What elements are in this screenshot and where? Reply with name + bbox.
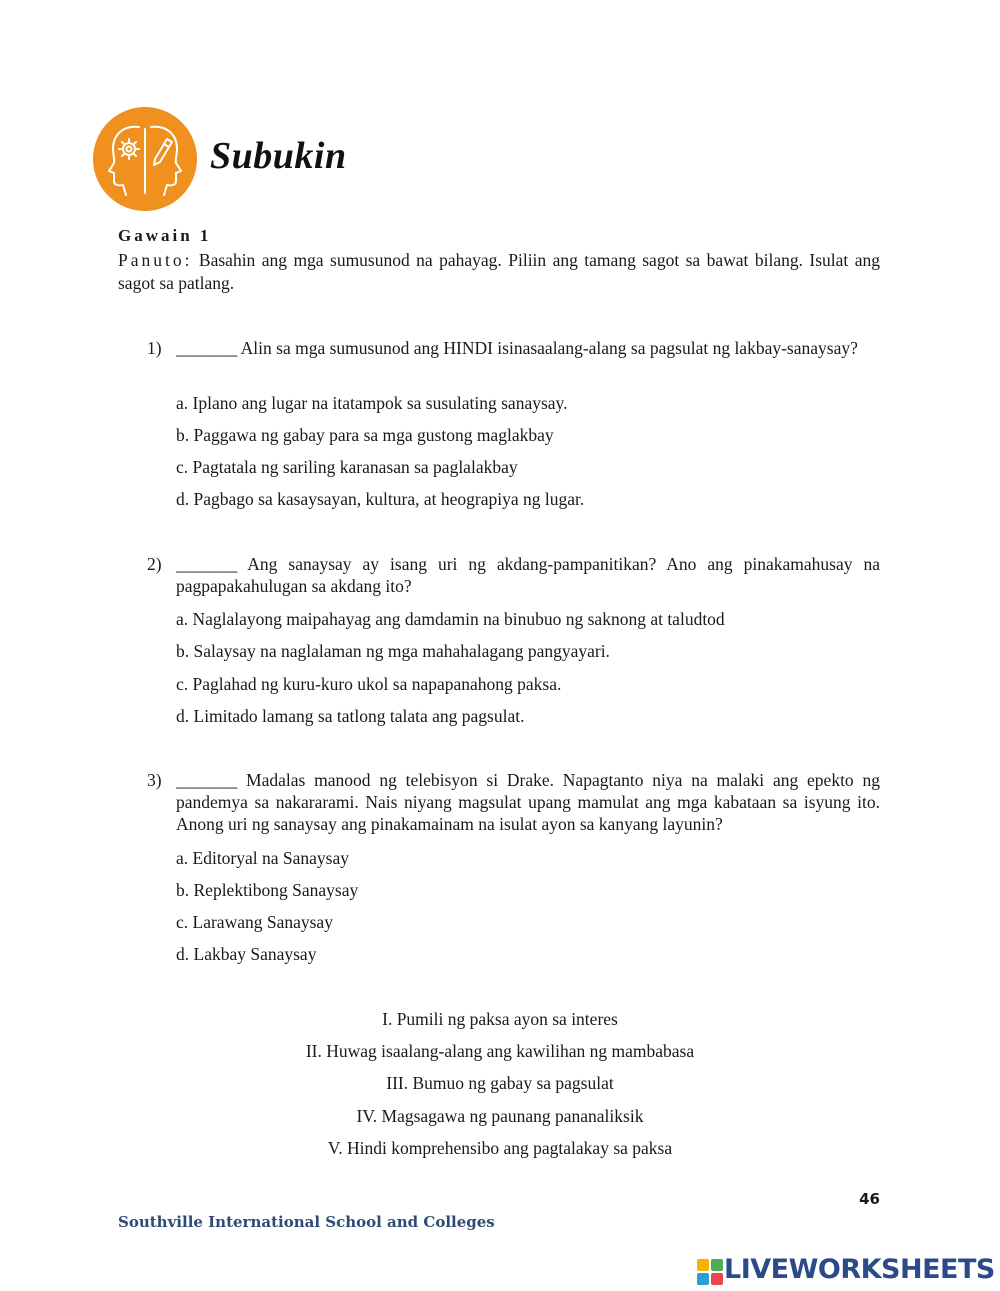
instructions-label: Panuto: <box>118 250 193 270</box>
choice-3a: a. Editoryal na Sanaysay <box>176 848 350 868</box>
list-item-iii: III. Bumuo ng gabay sa pagsulat <box>386 1073 614 1093</box>
choice-3c: c. Larawang Sanaysay <box>176 912 333 932</box>
liveworksheets-logo-icon <box>697 1259 723 1285</box>
head-with-gear-and-pencil-icon <box>93 107 197 211</box>
choice-2a: a. Naglalayong maipahayag ang damdamin na binubuo ng saknong at taludtod <box>176 609 725 629</box>
question-number: 3) <box>147 770 162 790</box>
school-name: Southville International School and Colleges <box>118 1213 495 1231</box>
section-logo <box>93 107 197 211</box>
choice-1a: a. Iplano ang lugar na itatampok sa susulating sanaysay. <box>176 393 568 413</box>
choice-1d: d. Pagbago sa kasaysayan, kultura, at heograpiya ng lugar. <box>176 489 585 509</box>
question-number: 2) <box>147 554 162 574</box>
choice-2d: d. Limitado lamang sa tatlong talata ang pagsulat. <box>176 706 525 726</box>
activity-label: Gawain 1 <box>118 226 212 245</box>
list-item-ii: II. Huwag isaalang-alang ang kawilihan ng mambabasa <box>305 1041 695 1061</box>
instructions <box>118 249 880 295</box>
choice-3d: d. Lakbay Sanaysay <box>176 944 317 964</box>
list-item-v: V. Hindi komprehensibo ang pagtalakay sa paksa <box>327 1138 673 1158</box>
question-1 <box>147 337 880 359</box>
question-3 <box>147 769 880 835</box>
choice-1c: c. Pagtatala ng sariling karanasan sa paglalakbay <box>176 457 518 477</box>
choice-3b: b. Replektibong Sanaysay <box>176 880 359 900</box>
list-item-iv: IV. Magsagawa ng paunang pananaliksik <box>356 1106 644 1126</box>
question-text[interactable]: _______ Ang sanaysay ay isang uri ng akdang-pampanitikan? Ano ang pinakamahusay na pagpapakahulugan sa akdang ito? <box>176 554 880 596</box>
liveworksheets-brand: LIVEWORKSHEETS <box>724 1254 995 1285</box>
choice-2b: b. Salaysay na naglalaman ng mga mahahalagang pangyayari. <box>176 641 610 661</box>
question-number: 1) <box>147 338 162 358</box>
question-text[interactable]: _______ Madalas manood ng telebisyon si Drake. Napagtanto niya na malaki ang epekto ng pandemya sa nakararami. Nais niyang magsulat upang mamulat ang mga kabataan sa isyung ito. Anong uri ng sanaysay ang pinakamainam na isulat ayon sa kanyang layunin? <box>176 770 880 834</box>
page-title: Subukin <box>210 135 347 177</box>
page-number: 46 <box>859 1190 880 1208</box>
choice-1b: b. Paggawa ng gabay para sa mga gustong maglakbay <box>176 425 554 445</box>
question-text[interactable]: _______ Alin sa mga sumusunod ang HINDI isinasaalang-alang sa pagsulat ng lakbay-sanaysay? <box>176 338 858 358</box>
choice-2c: c. Paglahad ng kuru-kuro ukol sa napapanahong paksa. <box>176 674 562 694</box>
instructions-text: Basahin ang mga sumusunod na pahayag. Piliin ang tamang sagot sa bawat bilang. Isulat ang sagot sa patlang. <box>118 250 880 293</box>
question-2 <box>147 553 880 597</box>
list-item-i: I. Pumili ng paksa ayon sa interes <box>382 1009 618 1029</box>
